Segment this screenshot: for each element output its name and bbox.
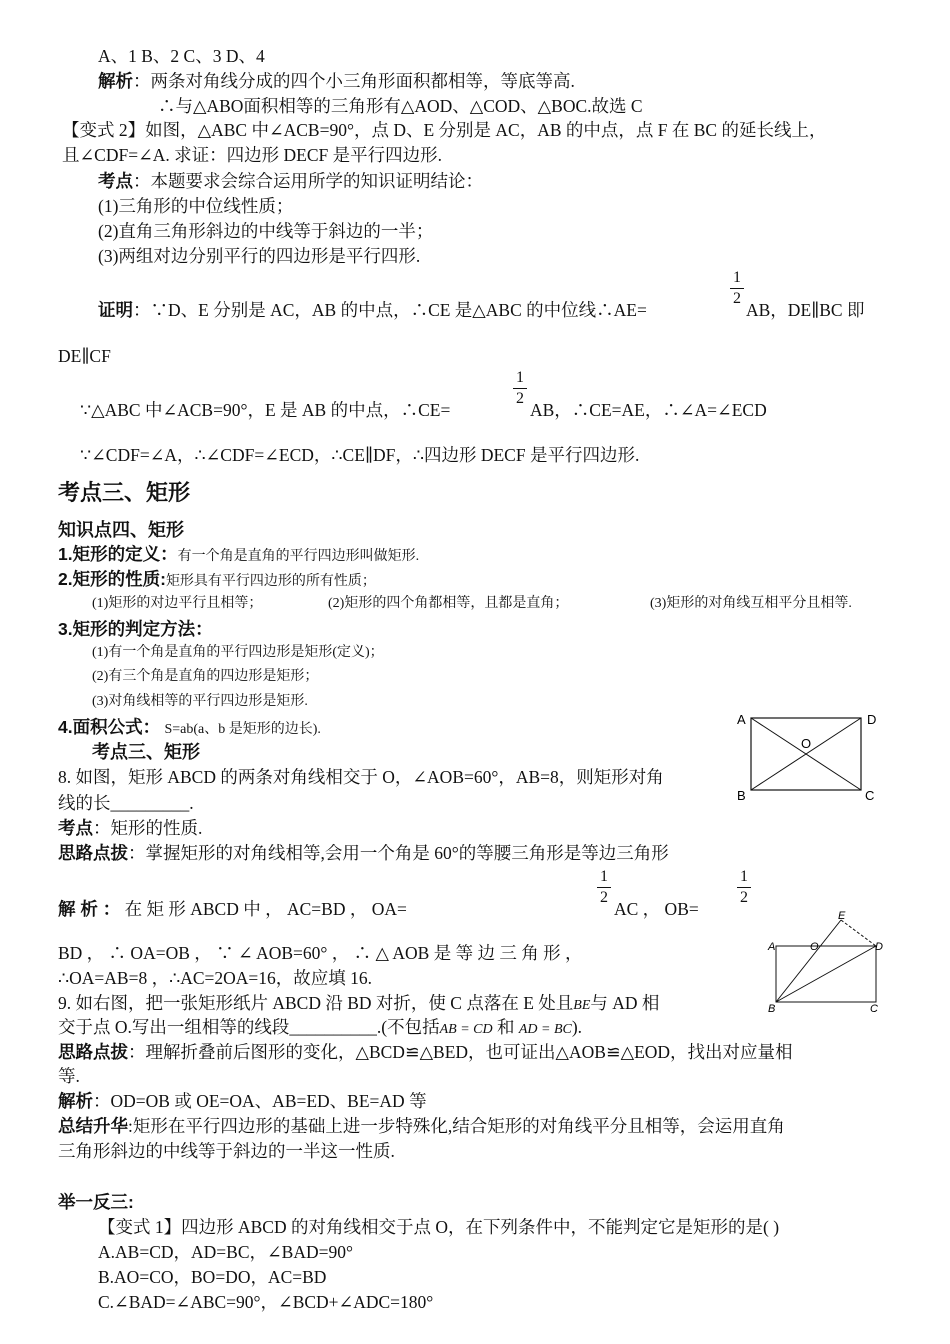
proof-text-a: ：∵D、E 分别是 AC，AB 的中点，∴CE 是△ABC 的中位线∴AE= [133, 300, 647, 320]
segment-ed [841, 920, 876, 946]
hint-line-2 [58, 1040, 793, 1064]
property-title: 2.矩形的性质: [58, 569, 166, 589]
kaodian-label: 考点 [98, 171, 133, 191]
label-a: A [737, 712, 746, 727]
option-c: C.∠BAD=∠ABC=90°，∠BCD+∠ADC=180° [98, 1292, 434, 1312]
frac-num: 1 [740, 868, 748, 885]
label-b-2: B [768, 1003, 776, 1014]
kaodian-line [98, 169, 483, 193]
variant2-line-2: 且∠CDF=∠A. 求证：四边形 DECF 是平行四边形. [62, 145, 442, 165]
label-d-2: D [875, 941, 883, 953]
question-8-line-1: 8. 如图，矩形 ABCD 的两条对角线相交于 O，∠AOB=60°，AB=8，则矩形对角 [58, 767, 664, 787]
frac-den: 2 [733, 290, 741, 307]
definition-line [58, 542, 419, 569]
proof-text-b: AB，DE∥BC 即 [746, 300, 865, 320]
property-2: (2)矩形的四个角都相等，且都是直角； [328, 596, 569, 611]
kaodian-text: ：本题要求会综合运用所学的知识证明结论： [133, 171, 483, 191]
kaodian-line-2 [58, 816, 202, 840]
proof-line-3b: AB，∴CE=AE，∴∠A=∠ECD [530, 400, 767, 420]
analysis-line-1 [98, 69, 575, 93]
fraction-half-2 [513, 370, 527, 407]
q9-and: 和 [492, 1017, 519, 1037]
folded-rectangle-figure [766, 910, 884, 1014]
solution-9-label: 解析 [58, 1091, 93, 1111]
solution-text-b: AC ， OB= [614, 899, 699, 919]
frac-num: 1 [516, 369, 524, 386]
judgement-title: 3.矩形的判定方法： [58, 619, 213, 639]
summary-text: :矩形在平行四边形的基础上进一步特殊化,结合矩形的对角线平分且相等，会运用直角 [128, 1116, 785, 1136]
fraction-half-1 [730, 270, 744, 307]
solution-line-1 [58, 897, 407, 921]
question-9-line-2 [58, 1015, 582, 1042]
q9-be: BE [573, 998, 591, 1013]
label-d: D [867, 712, 877, 727]
q9-math-1: AB = CD [439, 1022, 493, 1037]
judgement-3: (3)对角线相等的平行四边形是矩形. [92, 694, 308, 709]
property-body: 矩形具有平行四边形的所有性质； [165, 574, 376, 589]
analysis-line-2: ∴与△ABO面积相等的三角形有△AOD、△COD、△BOC.故选 C [158, 96, 643, 116]
q9-text-b: 交于点 O.写出一组相等的线段__________.(不包括 [58, 1017, 440, 1037]
solution-label: 解 析 ： [58, 899, 121, 919]
solution-line-3: ∴OA=AB=8 ，∴AC=2OA=16，故应填 16. [58, 968, 373, 988]
frac-den: 2 [516, 390, 524, 407]
summary-label: 总结升华 [58, 1116, 128, 1136]
proof-line-3a: ∵△ABC 中∠ACB=90°，E 是 AB 的中点，∴CE= [80, 400, 451, 420]
analysis-text: ：两条对角线分成的四个小三角形面积都相等，等底等高. [133, 71, 575, 91]
segment-be [776, 920, 841, 1002]
kaodian-label-2: 考点 [58, 818, 93, 838]
variant1-question: 【变式 1】四边形 ABCD 的对角线相交于点 O，在下列条件中，不能判定它是矩形的是( ) [98, 1217, 780, 1237]
rectangle-figure-1 [735, 708, 885, 804]
area-line [58, 715, 321, 742]
frac-den: 2 [740, 889, 748, 906]
q9-text-a: 9. 如右图，把一张矩形纸片 ABCD 沿 BD 对折，使 C 点落在 E 处且 [58, 993, 574, 1013]
property-1: (1)矩形的对边平行且相等； [92, 596, 263, 611]
label-o: O [801, 736, 812, 751]
q9-text-end: 与 AD 相 [590, 993, 660, 1013]
label-o-2: O [810, 941, 819, 953]
variant2-line-1: 【变式 2】如图，△ABC 中∠ACB=90°，点 D、E 分别是 AC，AB 的中点，点 F 在 BC 的延长线上， [62, 120, 827, 140]
point-1: (1)三角形的中位线性质； [98, 196, 294, 216]
hint-text: ：掌握矩形的对角线相等,会用一个角是 60°的等腰三角形是等边三角形 [128, 843, 669, 863]
options-line: A、1 B、2 C、3 D、4 [98, 46, 265, 66]
label-c: C [865, 788, 875, 803]
hint-label: 思路点拔 [58, 843, 128, 863]
solution-9-line [58, 1089, 427, 1113]
analysis-label: 解析 [98, 71, 133, 91]
judgement-1: (1)有一个角是直角的平行四边形是矩形(定义)； [92, 645, 384, 660]
label-b: B [737, 788, 746, 803]
area-body: S=ab(a、b 是矩形的边长). [164, 722, 321, 737]
proof-label: 证明 [98, 300, 133, 320]
proof-line-4: ∵∠CDF=∠A，∴∠CDF=∠ECD，∴CE∥DF，∴四边形 DECF 是平行四边形. [80, 445, 640, 465]
section-heading: 考点三、矩形 [58, 480, 191, 505]
solution-line-2: BD ， ∴ OA=OB ， ∵ ∠ AOB=60° ， ∴ △ AOB 是 等 边 三 角 形 ， [58, 943, 583, 963]
frac-num: 1 [733, 269, 741, 286]
diagonal-bd-2 [776, 946, 876, 1002]
judgement-2: (2)有三个角是直角的四边形是矩形； [92, 669, 319, 684]
area-title: 4.面积公式： [58, 717, 161, 737]
summary-line-2: 三角形斜边的中线等于斜边的一半这一性质. [58, 1141, 395, 1161]
q9-math-2: AD = BC [518, 1022, 572, 1037]
definition-body: 有一个角是直角的平行四边形叫做矩形. [177, 549, 420, 564]
property-3: (3)矩形的对角线互相平分且相等. [650, 596, 852, 611]
property-line [58, 567, 376, 594]
practice-heading: 举一反三: [58, 1192, 134, 1212]
point-3: (3)两组对边分别平行的四边形是平行四形. [98, 246, 421, 266]
label-c-2: C [870, 1003, 878, 1014]
subsection-heading: 考点三、矩形 [92, 742, 200, 762]
summary-line-1 [58, 1114, 785, 1138]
knowledge-point-heading: 知识点四、矩形 [58, 520, 184, 540]
proof-line-2: DE∥CF [58, 346, 111, 366]
solution-9-text: ：OD=OB 或 OE=OA、AB=ED、BE=AD 等 [93, 1091, 427, 1111]
label-e: E [838, 910, 846, 922]
hint-line [58, 841, 669, 865]
option-a: A.AB=CD，AD=BC，∠BAD=90° [98, 1242, 353, 1262]
definition-title: 1.矩形的定义： [58, 544, 178, 564]
label-a-2: A [768, 941, 776, 953]
hint-line-2-cont: 等. [58, 1066, 80, 1086]
q9-end: ). [571, 1017, 583, 1037]
question-9-line-1 [58, 991, 659, 1018]
question-8-line-2: 线的长_________. [58, 793, 194, 813]
point-2: (2)直角三角形斜边的中线等于斜边的一半； [98, 221, 434, 241]
frac-den: 2 [600, 889, 608, 906]
solution-text-a: 在 矩 形 ABCD 中 ， AC=BD ， OA= [124, 899, 407, 919]
hint-text-2: ：理解折叠前后图形的变化，△BCD≌△BED，也可证出△AOB≌△EOD，找出对应量相 [128, 1042, 793, 1062]
frac-num: 1 [600, 868, 608, 885]
fraction-half-4 [737, 869, 751, 906]
option-b: B.AO=CO，BO=DO，AC=BD [98, 1267, 327, 1287]
kaodian-text-2: ：矩形的性质. [93, 818, 203, 838]
hint-label-2: 思路点拔 [58, 1042, 128, 1062]
proof-line-1 [98, 298, 647, 322]
fraction-half-3 [597, 869, 611, 906]
